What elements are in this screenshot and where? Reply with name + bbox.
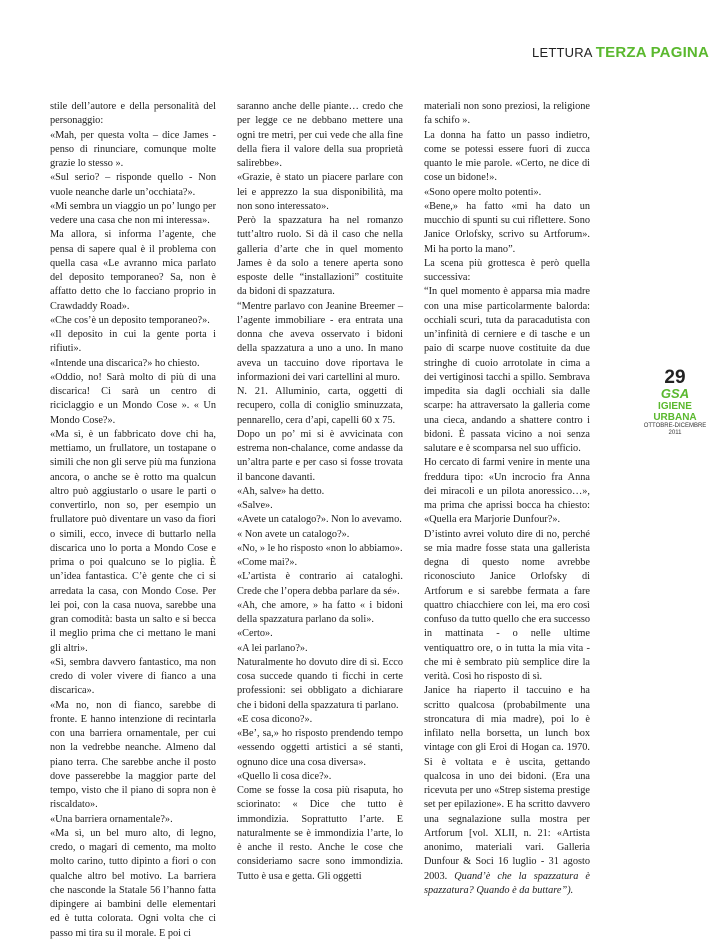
- paragraph: Janice ha riaperto il taccuino e ha scritto qualcosa (probabilmente una stroncatura di mia madre), poi lo è infilato nella borsetta, un lunch box vintage con gli Eroi di Hogan ca. 1970. Si è voltata e è uscita, gettando qualcosa in uno dei bidoni. (Era una ricevuta per uno «Strep sistema prestige set per epilazione». E ha scritto davvero una segnalazione sulla mostra per Artforum [vol. XLII, n. 21: «Artista anonimo, materiali vari. Galleria Dunfour & Soci 16 luglio - 31 agosto 2003. Quand’è che la spazzatura è spazzatura? Quando è da buttare”).: [424, 685, 590, 896]
- paragraph: Dopo un po’ mi si è avvicinata con estrema non-chalance, come andasse da un’altra parte e per caso si fosse trovata il bancone davanti.: [237, 428, 403, 483]
- paragraph: «Il deposito in cui la gente porta i rifiuti».: [50, 329, 216, 355]
- paragraph: «Mah, per questa volta – dice James - penso di rinunciare, comunque molte grazie lo stesso ».: [50, 129, 216, 169]
- paragraph: «Bene,» ha fatto «mi ha dato un mucchio di spunti su cui riflettere. Sono Janice Orlofsky, scrivo su Artforum». Mi ha porto la mano”.: [424, 200, 590, 255]
- paragraph: «Sono opere molto potenti».: [424, 186, 542, 198]
- paragraph: «Ah, salve» ha detto.: [237, 485, 325, 497]
- paragraph: «Che cos’è un deposito temporaneo?».: [50, 314, 210, 326]
- folio-block: [640, 368, 710, 438]
- text-column-3: [424, 100, 590, 898]
- paragraph: N. 21. Alluminio, carta, oggetti di recupero, colla di coniglio sminuzzata, pennarello, cera d’api, capelli 60 x 75.: [237, 386, 403, 426]
- paragraph: «Sul serio? – risponde quello - Non vuole neanche darle un’occhiata?».: [50, 172, 216, 198]
- paragraph: D’istinto avrei voluto dire di no, perché se mia madre fosse stata una gallerista degna di questo nome avrebbe riconosciuto Janice Orlofsky di Artforum e si sarebbe fermata a fare quattro chiacchiere con lei, ma ero così confuso da tutto quello che era successo in mattinata - o nelle ultime ventiquattro ore, o in tutta la mia vita - che mi è sembrato più semplice dire la verità. Così ho risposto di sì.: [424, 528, 590, 682]
- paragraph: stile dell’autore e della personalità del personaggio:: [50, 101, 216, 127]
- paragraph: «Be’, sa,» ho risposto prendendo tempo «essendo oggetti artistici a sé stanti, ognuno dice una cosa diversa».: [237, 728, 403, 768]
- paragraph: «Mi sembra un viaggio un po’ lungo per vedere una casa che non mi interessa».: [50, 200, 216, 226]
- paragraph: «A lei parlano?».: [237, 642, 308, 654]
- paragraph: La donna ha fatto un passo indietro, come se potessi essere fuori di zucca quanto le mie parole. «Certo, ne dice di cose un bidone!».: [424, 129, 590, 184]
- text-column-1: [50, 100, 216, 941]
- paragraph: «No, » le ho risposto «non lo abbiamo».: [237, 542, 403, 554]
- issue-date: OTTOBRE-DICEMBRE 2011: [643, 423, 707, 437]
- text-column-2: [237, 100, 403, 884]
- paragraph: Ma allora, si informa l’agente, che pensa di sapere qual è il problema con quella casa «Le avranno mica parlato del deposito temporaneo? Sa, non è affatto detto che lo facciano proprio in Crawdaddy Road».: [50, 229, 216, 312]
- paragraph: «Oddio, no! Sarà molto di più di una discarica! Ci sarà un centro di riciclaggio e un Mondo Cose ». « Un Mondo Cose?».: [50, 371, 216, 426]
- paragraph: «E cosa dicono?».: [237, 713, 313, 725]
- paragraph: “Mentre parlavo con Jeanine Breemer – l’agente immobiliare - era entrata una donna che aveva osservato i bidoni della spazzatura a uno a uno. In mano aveva un taccuino dove riportava le informazioni dei vari cartellini al muro.: [237, 300, 403, 383]
- closing-italic: Quand’è che la spazzatura è spazzatura? Quando è da buttare”).: [424, 870, 590, 896]
- paragraph: Come se fosse la cosa più risaputa, ho sciorinato: « Dice che tutto è immondizia. Soprattutto l’arte. E naturalmente se è immondizia l’arte, lo è anche il resto. Anche le cose che consideriamo sacre sono immondizia. Tutto è usa e getta. Gli oggetti: [237, 785, 403, 882]
- section-label: LETTURA: [532, 45, 592, 60]
- page-number: 29: [664, 367, 686, 388]
- page-header: [532, 44, 709, 61]
- paragraph: «Sì, sembra davvero fantastico, ma non credo di voler vivere di fianco a una discarica».: [50, 656, 216, 697]
- paragraph: materiali non sono preziosi, la religione fa schifo ».: [424, 101, 590, 127]
- paragraph: «Intende una discarica?» ho chiesto.: [50, 357, 200, 369]
- paragraph: «Ah, che amore, » ha fatto « i bidoni della spazzatura parlano da soli».: [237, 599, 403, 625]
- paragraph: « Non avete un catalogo?».: [237, 528, 350, 540]
- section-title: TERZA PAGINA: [595, 44, 709, 61]
- paragraph: «Quello lì cosa dice?».: [237, 770, 332, 782]
- paragraph: Ho cercato di farmi venire in mente una freddura tipo: «Un incrocio fra Anna dei miracoli e un pilota anoressico…», ma prima che aprissi bocca ha chiesto: «Quella era Marjorie Dunfour?».: [424, 457, 590, 526]
- brand-logo: GSA: [660, 386, 690, 401]
- paragraph: saranno anche delle piante… credo che per legge ce ne debbano mettere una ogni tre metri, per cui vede che alla fine della fiera il valore della sua proprietà salirebbe».: [237, 101, 403, 169]
- paragraph: «Salve».: [237, 500, 273, 511]
- paragraph: «Certo».: [237, 628, 273, 640]
- paragraph: «Ma no, non di fianco, sarebbe di fronte. E hanno intenzione di recintarla con una barriera ornamentale, per cui non la vedrebbe neanche. Almeno dal piano terra. Che sarebbe anche il posto dove passerebbe la maggior parte del tempo, visto che il piano di sopra non è riscaldato».: [50, 699, 216, 811]
- paragraph: “In quel momento è apparsa mia madre con una mise particolarmente balorda: occhiali scuri, tuta da paracadutista con un’infinità di cerniere e di tasche e un paio di scarpe nuove costituite da due stringhe di cuoio arrotolate in cima a dei vertiginosi tacchi a spillo. Sembrava impedita sia dagli occhiali sia dalle scarpe: ha attraversato la galleria come una cieca, andando a shattere contro i bidoni. È passata vicino a noi senza salutare e è scomparsa nel suo ufficio.: [424, 286, 590, 454]
- paragraph: «Avete un catalogo?». Non lo avevamo.: [237, 514, 402, 526]
- paragraph: La scena più grottesca è però quella successiva:: [424, 257, 590, 283]
- paragraph: «Una barriera ornamentale?».: [50, 813, 173, 825]
- paragraph: «Ma sì, è un fabbricato dove chi ha, mettiamo, un frullatore, un tostapane o simili che non gli serve più ma funziona ancora, o anche se è rotto ma qualcun altro può aggiustarlo o usare le parti o convertirlo, non so, per esempio un frullatore può diventare un vaso da fiori o simili, ecco, invece di buttarlo nella discarica uno lo porta a Mondo Cose e prima o poi qualcuno se lo piglia. È un’idea fantastica. C’è gente che ci si arredata la casa, con Mondo Cose. Per lei poi, con la casa nuova, sarebbe una gran comodità: basta un salto e si becca il meglio prima che ci mettano le mani gli altri».: [50, 428, 216, 654]
- paragraph: «Grazie, è stato un piacere parlare con lei e apprezzo la sua disponibilità, ma non sono interessato».: [237, 172, 403, 212]
- paragraph: «Come mai?».: [237, 557, 298, 568]
- paragraph: «Ma sì, un bel muro alto, di legno, credo, o magari di cemento, ma molto molto carino, tutto dipinto a fiori o con qualche altro bel motivo. La barriera che nasconde la Statale 56 l’hanno fatta dipingere ai bambini delle elementari ed è tutta colorata. Ogni volta che ci passo mi tira su il morale. E poi ci: [50, 827, 216, 939]
- paragraph: Però la spazzatura ha nel romanzo tutt’altro ruolo. Si dà il caso che nella galleria d’arte che in quel momento James è da solo a tenere aperta sono esposte delle “installazioni” costituite da bidoni di spazzatura.: [237, 215, 403, 298]
- paragraph: Naturalmente ho dovuto dire di sì. Ecco cosa succede quando ti ficchi in certe professioni: sei obbligato a dichiarare che i bidoni della spazzatura ti parlano.: [237, 656, 403, 711]
- rubric-label: IGIENE URBANA: [653, 401, 697, 424]
- paragraph: «L’artista è contrario ai cataloghi. Crede che l’opera debba parlare da sé».: [237, 571, 403, 597]
